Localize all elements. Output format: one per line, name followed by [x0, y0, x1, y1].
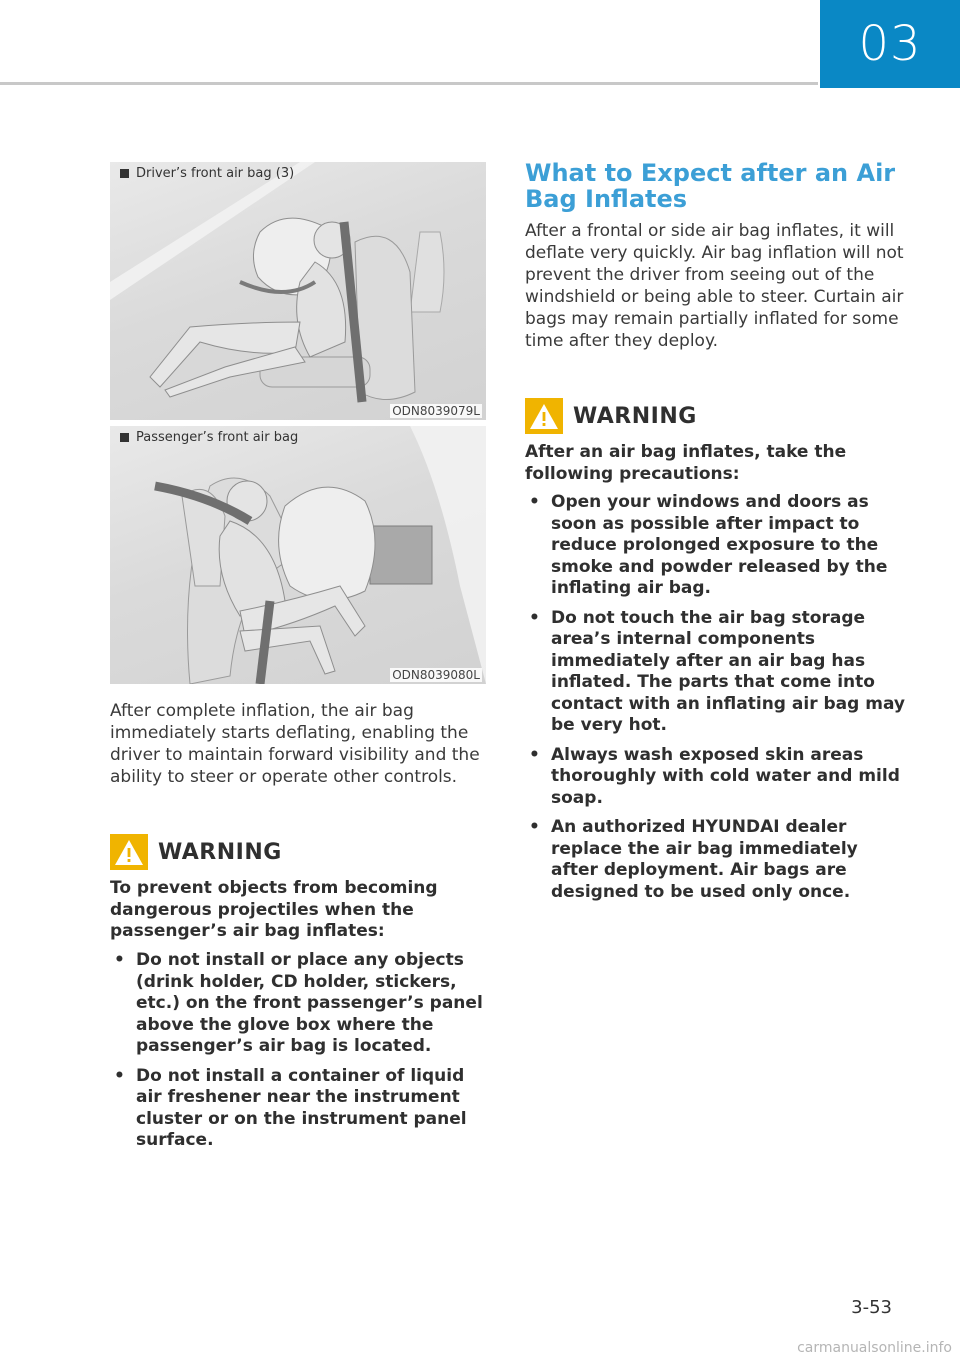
list-item: • Always wash exposed skin areas thoroughly with cold water and mild soap.: [529, 744, 900, 808]
warning-intro-left: To prevent objects from becoming dangerous projectiles when the passenger’s air bag inflates:: [110, 878, 438, 941]
list-item: • Open your windows and doors as soon as possible after impact to reduce prolonged exposure to the smoke and powder released by the inflating air bag.: [529, 492, 888, 598]
list-item: • Do not touch the air bag storage area’s internal components immediately after an air bag has inflated. The parts that come into contact with an inflating air bag may be very hot.: [529, 607, 905, 735]
warning-triangle-icon: [110, 834, 148, 870]
driver-airbag-illustration: [110, 162, 486, 420]
header-rule: [0, 82, 818, 85]
page-number: 3-53: [851, 1297, 892, 1318]
warning-triangle-icon: [525, 398, 563, 434]
inflation-paragraph: After complete inflation, the air bag immediately starts deflating, enabling the driver to maintain forward visibility and the ability to steer or operate other controls.: [110, 701, 480, 787]
warning-heading-right: [525, 398, 697, 434]
square-bullet-icon: [120, 169, 129, 178]
warning-heading-left: [110, 834, 282, 870]
figure-caption: Passenger’s front air bag: [120, 430, 298, 445]
square-bullet-icon: [120, 433, 129, 442]
watermark: carmanualsonline.info: [797, 1340, 952, 1356]
figure-code: ODN8039079L: [392, 404, 480, 418]
list-item: • Do not install a container of liquid air freshener near the instrument cluster or on the instrument panel surface.: [114, 1065, 467, 1150]
figure-passenger-airbag: [110, 426, 486, 684]
chapter-number: 03: [858, 16, 922, 72]
deflation-paragraph: After a frontal or side air bag inflates, it will deflate very quickly. Air bag inflation will not prevent the driver from seeing out of the windshield or being able to steer. Curtain air bags may remain partially inflated for some time after they deploy.: [525, 221, 904, 351]
passenger-airbag-illustration: [110, 426, 486, 684]
list-item: • Do not install or place any objects (drink holder, CD holder, stickers, etc.) on the front passenger’s panel above the glove box where the passenger’s air bag is located.: [114, 950, 483, 1056]
chapter-tab: [820, 0, 960, 88]
warning-list-left: [110, 950, 485, 1160]
figure-driver-airbag: [110, 162, 486, 420]
figure-caption: Driver’s front air bag (3): [120, 166, 294, 181]
list-item: • An authorized HYUNDAI dealer replace the air bag immediately after deployment. Air bags are designed to be used only once.: [529, 817, 858, 902]
figure-code: ODN8039080L: [392, 668, 480, 682]
warning-intro-right: After an air bag inflates, take the following precautions:: [525, 442, 847, 484]
warning-list-right: [525, 492, 910, 911]
section-title: What to Expect after an Air Bag Inflates: [525, 159, 896, 213]
warning-title: WARNING: [573, 403, 697, 429]
warning-title: WARNING: [158, 839, 282, 865]
